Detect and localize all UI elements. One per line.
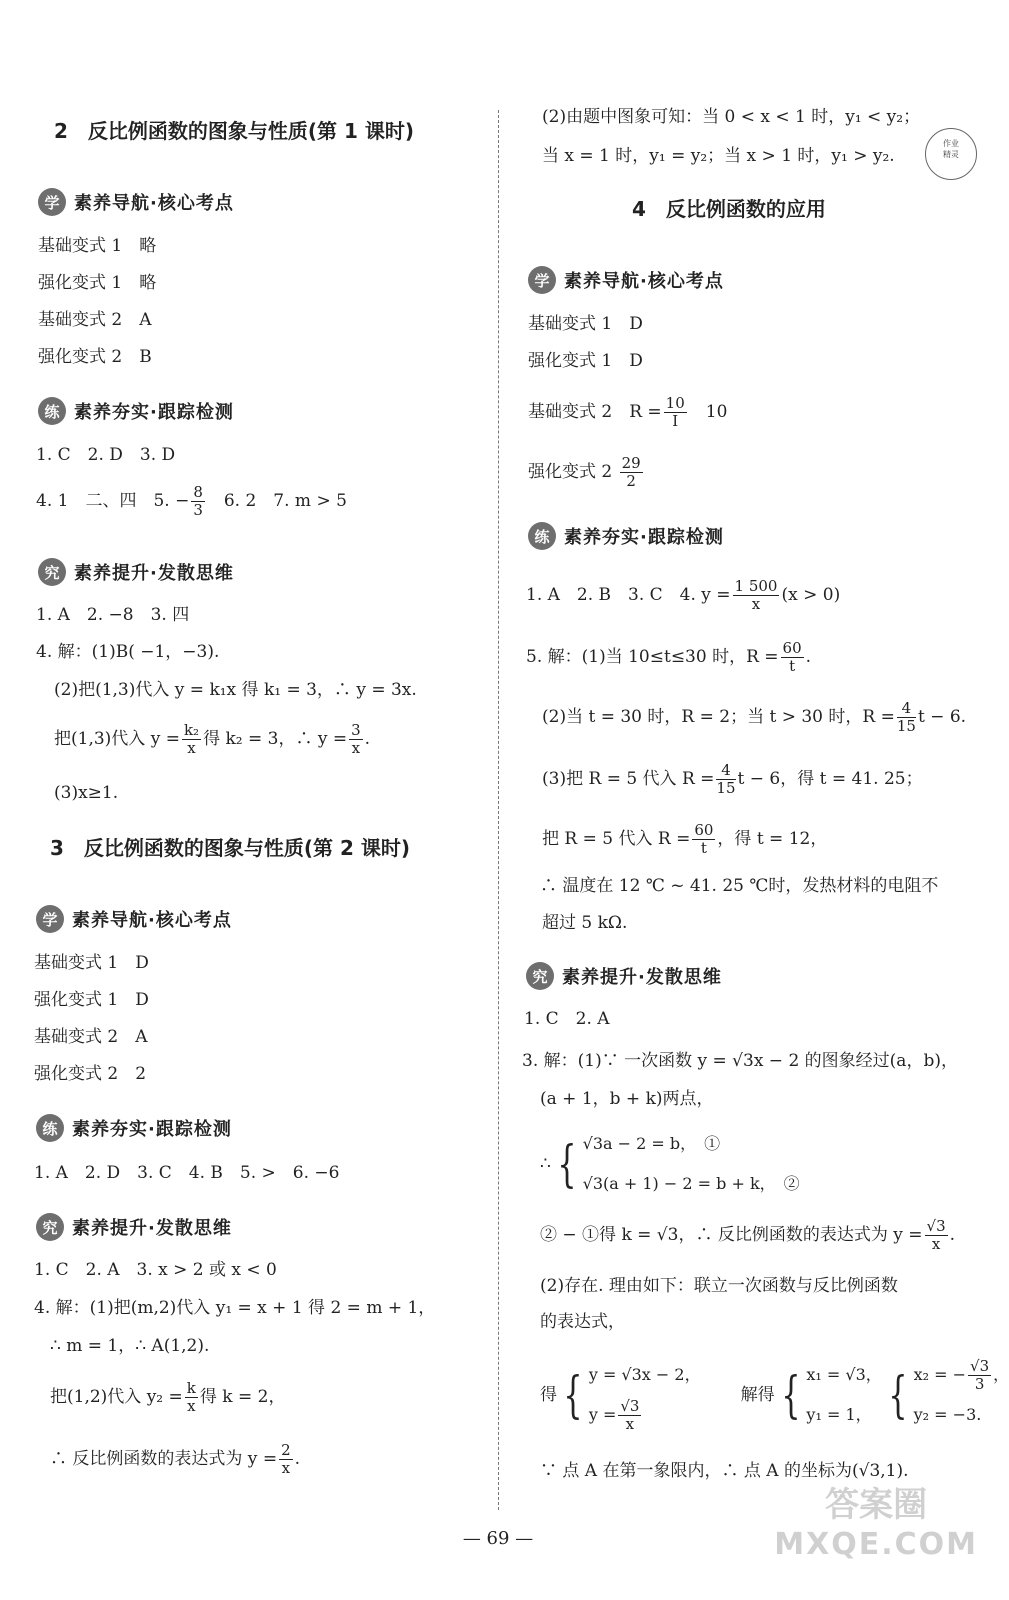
answer-line: 把(1,3)代入 y = $\frac{\text{k₂}}{x}$ 得 k₂ = 3，∴ y = $\frac{3}{x}$ . (54, 721, 371, 757)
answer-line: 基础变式 1 D (528, 314, 643, 334)
fraction: $\frac{√3}{x}$ (620, 1397, 640, 1433)
section-3-title: 3 反比例函数的图象与性质(第 2 课时) (50, 836, 411, 860)
answer-line: 把(1,2)代入 y₂ = $\frac{k}{x}$ 得 k = 2， (50, 1379, 286, 1415)
equation-system: ∴ { √3a − 2 = b， ① √3(a + 1) − 2 = b + k， ② (540, 1134, 800, 1193)
answer-line: 强化变式 1 略 (38, 273, 157, 293)
section-4-lian-header: 练 素养夯实·跟踪检测 (528, 522, 724, 550)
answer-line: 1. C 2. A (524, 1009, 610, 1029)
fraction: $\frac{4}{15}$ (716, 761, 736, 797)
answer-line: 当 x = 1 时，y₁ = y₂；当 x > 1 时，y₁ > y₂. (542, 146, 895, 166)
answer-line: 5. 解：(1)当 10≤t≤30 时，R = $\frac{60}{t}$ . (526, 639, 812, 675)
lian-badge-icon: 练 (36, 1114, 64, 1142)
xue-badge-icon: 学 (36, 905, 64, 933)
fraction: $\frac{60}{t}$ (782, 639, 802, 675)
fraction: $\frac{√3}{x}$ (926, 1217, 946, 1253)
watermark-logo: 答案圈 MXQE.COM (774, 1485, 978, 1562)
lian-badge-icon: 练 (38, 397, 66, 425)
fraction: $\frac{8}{3}$ (193, 483, 203, 519)
answer-line: 强化变式 2 $\frac{29}{2}$ (528, 454, 641, 490)
answer-line: 强化变式 2 B (38, 347, 152, 367)
section-2-title: 2 反比例函数的图象与性质(第 1 课时) (54, 119, 415, 143)
section-2-jiu-header: 究 素养提升·发散思维 (38, 558, 234, 586)
answer-line: (3)把 R = 5 代入 R = $\frac{4}{15}$ t − 6，得 t = 41. 25； (542, 761, 923, 797)
section-3-xue-header: 学 素养导航·核心考点 (36, 905, 232, 933)
answer-line: (2)存在. 理由如下：联立一次函数与反比例函数 (540, 1276, 898, 1296)
fraction: $\frac{2}{x}$ (281, 1441, 291, 1477)
fraction: $\frac{4}{15}$ (896, 699, 916, 735)
brace-icon: { (888, 1366, 908, 1424)
answer-line: (2)由题中图象可知：当 0 < x < 1 时，y₁ < y₂； (542, 107, 921, 127)
fraction: $\frac{k}{x}$ (186, 1379, 196, 1415)
answer-line: 1. A 2. −8 3. 四 (36, 605, 190, 625)
answer-line: 强化变式 2 2 (34, 1064, 147, 1084)
answer-line: 基础变式 1 D (34, 953, 149, 973)
answer-line: 1. C 2. D 3. D (36, 445, 176, 465)
answer-line: 强化变式 1 D (34, 990, 149, 1010)
answer-line: ∵ 点 A 在第一象限内，∴ 点 A 的坐标为(√3,1). (540, 1461, 909, 1481)
fraction: $\frac{1 500}{x}$ (734, 577, 778, 613)
lian-badge-icon: 练 (528, 522, 556, 550)
answer-line: 1. A 2. D 3. C 4. B 5. > 6. −6 (34, 1163, 340, 1183)
answer-line: ∴ m = 1，∴ A(1,2). (50, 1336, 210, 1356)
section-3-jiu-header: 究 素养提升·发散思维 (36, 1213, 232, 1241)
page-number: — 69 — (462, 1528, 534, 1549)
answer-line: (3)x≥1. (54, 783, 119, 803)
answer-line: (2)当 t = 30 时，R = 2；当 t > 30 时，R = $\frac{4}{15}$ t − 6. (542, 699, 967, 735)
answer-line: 的表达式， (540, 1312, 625, 1332)
section-3-lian-header: 练 素养夯实·跟踪检测 (36, 1114, 232, 1142)
answer-line: (a + 1，b + k)两点， (540, 1089, 714, 1109)
answer-line: 超过 5 kΩ. (542, 913, 628, 933)
section-2-lian-header: 练 素养夯实·跟踪检测 (38, 397, 234, 425)
answer-line: (2)把(1,3)代入 y = k₁x 得 k₁ = 3，∴ y = 3x. (54, 680, 417, 700)
answer-line: 3. 解：(1)∵ 一次函数 y = √3x − 2 的图象经过(a，b)， (522, 1051, 958, 1071)
fraction: $\frac{10}{I}$ (665, 394, 685, 430)
section-4-title: 4 反比例函数的应用 (632, 197, 826, 221)
fraction: $\frac{\text{k₂}}{x}$ (183, 721, 200, 757)
answer-line: 强化变式 1 D (528, 351, 643, 371)
fraction: $\frac{60}{t}$ (694, 821, 714, 857)
brace-icon: { (780, 1366, 801, 1424)
stamp-seal-icon: 作业 精灵 (925, 128, 977, 180)
answer-line: 4. 解：(1)B( −1，−3). (36, 642, 220, 662)
column-divider (498, 110, 499, 1510)
jiu-badge-icon: 究 (38, 558, 66, 586)
answer-line: ∴ 反比例函数的表达式为 y = $\frac{2}{x}$ . (50, 1441, 301, 1477)
answer-line: 4. 解：(1)把(m,2)代入 y₁ = x + 1 得 2 = m + 1， (34, 1298, 436, 1318)
answer-line: ② − ①得 k = √3，∴ 反比例函数的表达式为 y = $\frac{√3}{x}$ . (540, 1217, 956, 1253)
answer-line: 基础变式 2 A (34, 1027, 148, 1047)
brace-icon: { (563, 1366, 583, 1424)
section-4-jiu-header: 究 素养提升·发散思维 (526, 962, 722, 990)
answer-line: 4. 1 二、四 5. − $\frac{8}{3}$ 6. 2 7. m > 5 (36, 483, 347, 519)
fraction: $\frac{√3}{3}$ (970, 1357, 990, 1393)
answer-line: 基础变式 2 R = $\frac{10}{I}$ 10 (528, 394, 728, 430)
jiu-badge-icon: 究 (36, 1213, 64, 1241)
jiu-badge-icon: 究 (526, 962, 554, 990)
xue-badge-icon: 学 (528, 266, 556, 294)
fraction: $\frac{29}{2}$ (621, 454, 641, 490)
answer-line: 把 R = 5 代入 R = $\frac{60}{t}$ ，得 t = 12， (542, 821, 828, 857)
xue-badge-icon: 学 (38, 188, 66, 216)
answer-line: 1. A 2. B 3. C 4. y = $\frac{1 500}{x}$ (x > 0) (526, 577, 841, 613)
answer-line: 基础变式 1 略 (38, 236, 157, 256)
fraction: $\frac{3}{x}$ (351, 721, 361, 757)
brace-icon: { (557, 1135, 577, 1193)
section-2-xue-header: 学 素养导航·核心考点 (38, 188, 234, 216)
answer-line: ∴ 温度在 12 ℃ ~ 41. 25 ℃时，发热材料的电阻不 (540, 876, 939, 896)
answer-line: 基础变式 2 A (38, 310, 152, 330)
equation-solution: 得 { y = √3x − 2， y = $\frac{√3}{x}$ 解得 { x₁ = √3， y₁ = 1， { x₂ = − $\frac{√3}{3}$ ， y₂ = −3. (540, 1357, 1009, 1433)
answer-line: 1. C 2. A 3. x > 2 或 x < 0 (34, 1260, 277, 1280)
section-4-xue-header: 学 素养导航·核心考点 (528, 266, 724, 294)
